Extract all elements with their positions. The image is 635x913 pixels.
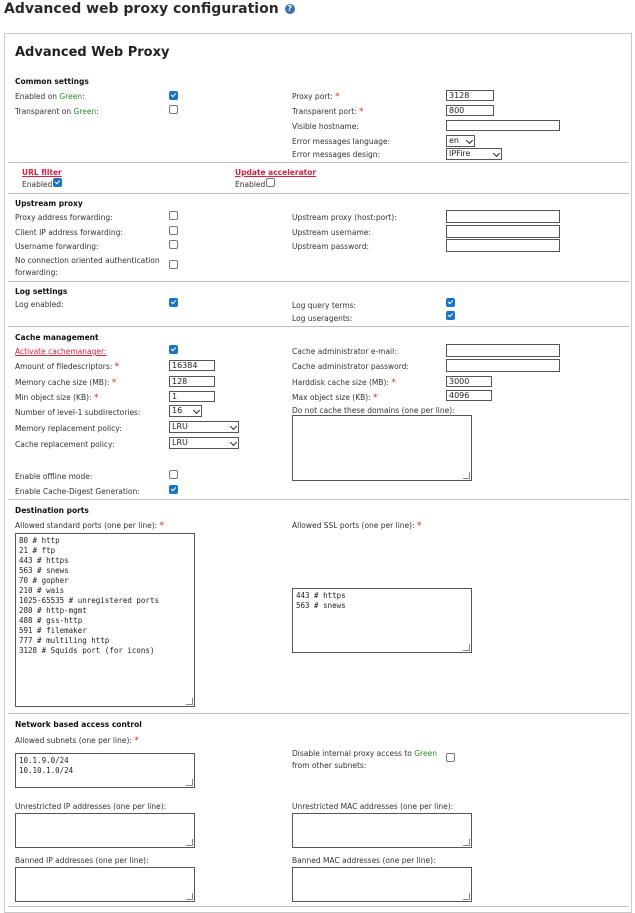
- client-ip-forwarding-checkbox[interactable]: [169, 226, 178, 235]
- cache-management-heading: Cache management: [15, 333, 99, 342]
- proxy-port-label: Proxy port: *: [292, 92, 340, 102]
- common-settings-heading: Common settings: [15, 77, 89, 86]
- error-language-label: Error messages language:: [292, 137, 391, 146]
- log-enabled-label: Log enabled:: [15, 300, 64, 309]
- allowed-subnets-textarea[interactable]: [15, 753, 195, 788]
- page-title: Advanced web proxy configuration ?: [4, 1, 295, 17]
- upstream-password-label: Upstream password:: [292, 242, 370, 251]
- proxy-port-input[interactable]: 3128: [446, 90, 494, 101]
- upstream-username-label: Upstream username:: [292, 228, 371, 237]
- ssl-ports-text: 443 # https 563 # snews: [296, 591, 346, 610]
- level1-subdirs-label: Number of level-1 subdirectories:: [15, 408, 141, 417]
- proxy-address-forwarding-checkbox[interactable]: [169, 211, 178, 220]
- level1-subdirs-select[interactable]: 16: [169, 405, 202, 417]
- filedescriptors-label: Amount of filedescriptors: *: [15, 362, 120, 372]
- disable-internal-access-label-line2: from other subnets:: [292, 761, 367, 770]
- visible-hostname-label: Visible hostname:: [292, 122, 359, 131]
- banned-mac-textarea[interactable]: [292, 867, 472, 902]
- log-useragents-label: Log useragents:: [292, 314, 353, 323]
- chevron-down-icon: [230, 439, 237, 446]
- max-object-size-label: Max object size (KB): *: [292, 393, 378, 403]
- cache-digest-checkbox[interactable]: [169, 485, 178, 494]
- log-useragents-checkbox[interactable]: [446, 311, 455, 320]
- chevron-down-icon: [466, 137, 473, 144]
- enabled-on-green-label: Enabled on Green:: [15, 92, 85, 101]
- cache-admin-email-label: Cache administrator e-mail:: [292, 347, 397, 356]
- upstream-proxy-label: Upstream proxy (host:port):: [292, 213, 397, 222]
- memory-cache-size-input[interactable]: 128: [169, 376, 215, 387]
- update-accelerator-link[interactable]: Update accelerator: [235, 168, 317, 177]
- no-cache-domains-label: Do not cache these domains (one per line):: [292, 406, 455, 415]
- cache-digest-label: Enable Cache-Digest Generation:: [15, 487, 140, 496]
- log-query-terms-label: Log query terms:: [292, 301, 357, 310]
- log-settings-heading: Log settings: [15, 287, 68, 296]
- transparent-on-green-checkbox[interactable]: [169, 105, 178, 114]
- memory-replacement-policy-label: Memory replacement policy:: [15, 424, 122, 433]
- min-object-size-input[interactable]: 1: [169, 391, 215, 402]
- resize-grip-icon[interactable]: [186, 698, 193, 705]
- resize-grip-icon[interactable]: [463, 472, 470, 479]
- unrestricted-ip-label: Unrestricted IP addresses (one per line):: [15, 802, 167, 811]
- min-object-size-label: Min object size (KB): *: [15, 393, 99, 403]
- memory-replacement-policy-select[interactable]: LRU: [169, 421, 239, 433]
- upstream-proxy-heading: Upstream proxy: [15, 199, 83, 208]
- cache-admin-password-label: Cache administrator password:: [292, 362, 409, 371]
- help-icon[interactable]: ?: [285, 4, 295, 14]
- chevron-down-icon: [193, 407, 200, 414]
- error-design-select[interactable]: IPFire: [446, 148, 502, 160]
- offline-mode-checkbox[interactable]: [169, 470, 178, 479]
- allowed-standard-ports-textarea[interactable]: [15, 533, 195, 707]
- unrestricted-mac-textarea[interactable]: [292, 813, 472, 848]
- cache-replacement-policy-select[interactable]: LRU: [169, 437, 239, 449]
- resize-grip-icon[interactable]: [186, 839, 193, 846]
- update-accelerator-enabled-checkbox[interactable]: [266, 178, 275, 187]
- proxy-address-forwarding-label: Proxy address forwarding:: [15, 213, 113, 222]
- divider: [8, 906, 629, 907]
- offline-mode-label: Enable offline mode:: [15, 472, 93, 481]
- unrestricted-ip-textarea[interactable]: [15, 813, 195, 848]
- allowed-subnets-label: Allowed subnets (one per line): *: [15, 736, 139, 746]
- unrestricted-mac-label: Unrestricted MAC addresses (one per line):: [292, 802, 454, 811]
- enabled-on-green-checkbox[interactable]: [169, 91, 178, 100]
- resize-grip-icon[interactable]: [186, 779, 193, 786]
- cache-admin-email-input[interactable]: [446, 344, 560, 357]
- resize-grip-icon[interactable]: [463, 893, 470, 900]
- max-object-size-input[interactable]: 4096: [446, 390, 492, 401]
- banned-ip-textarea[interactable]: [15, 867, 195, 902]
- disable-internal-access-checkbox[interactable]: [446, 753, 455, 762]
- chevron-down-icon: [493, 150, 500, 157]
- activate-cachemanager-link[interactable]: Activate cachemanager:: [15, 347, 107, 356]
- divider: [8, 499, 629, 500]
- divider: [8, 281, 629, 282]
- cache-admin-password-input[interactable]: [446, 359, 560, 372]
- network-access-control-heading: Network based access control: [15, 720, 142, 729]
- error-language-select[interactable]: en: [446, 135, 475, 147]
- update-accelerator-enabled-label: Enabled: [235, 180, 266, 189]
- divider: [8, 326, 629, 327]
- resize-grip-icon[interactable]: [463, 839, 470, 846]
- banned-mac-label: Banned MAC addresses (one per line):: [292, 856, 436, 865]
- harddisk-cache-size-input[interactable]: 3000: [446, 376, 492, 387]
- disable-internal-access-label-line1: Disable internal proxy access to Green: [292, 749, 437, 758]
- chevron-down-icon: [230, 423, 237, 430]
- client-ip-forwarding-label: Client IP address forwarding:: [15, 228, 123, 237]
- resize-grip-icon[interactable]: [463, 644, 470, 651]
- allowed-ssl-ports-label: Allowed SSL ports (one per line): *: [292, 521, 422, 531]
- destination-ports-heading: Destination ports: [15, 506, 89, 515]
- allowed-standard-ports-label: Allowed standard ports (one per line): *: [15, 521, 165, 531]
- cache-replacement-policy-label: Cache replacement policy:: [15, 440, 115, 449]
- banned-ip-label: Banned IP addresses (one per line):: [15, 856, 149, 865]
- log-query-terms-checkbox[interactable]: [446, 298, 455, 307]
- log-enabled-checkbox[interactable]: [169, 298, 178, 307]
- url-filter-enabled-label: Enabled: [22, 180, 53, 189]
- url-filter-enabled-checkbox[interactable]: [53, 178, 62, 187]
- resize-grip-icon[interactable]: [186, 893, 193, 900]
- subnets-text: 10.1.9.0/24 10.10.1.0/24: [19, 756, 74, 775]
- url-filter-link[interactable]: URL filter: [22, 168, 62, 177]
- transparent-on-green-label: Transparent on Green:: [15, 107, 99, 116]
- activate-cachemanager-checkbox[interactable]: [169, 345, 178, 354]
- error-design-label: Error messages design:: [292, 150, 381, 159]
- harddisk-cache-size-label: Harddisk cache size (MB): *: [292, 378, 396, 388]
- upstream-proxy-input[interactable]: [446, 210, 560, 223]
- upstream-username-input[interactable]: [446, 225, 560, 238]
- divider: [8, 193, 629, 194]
- no-cache-domains-textarea[interactable]: [292, 415, 472, 481]
- filedescriptors-input[interactable]: 16384: [169, 360, 215, 371]
- box-title: Advanced Web Proxy: [15, 45, 170, 60]
- transparent-port-label: Transparent port: *: [292, 107, 364, 117]
- no-conn-auth-label-line2: forwarding:: [15, 268, 58, 277]
- visible-hostname-input[interactable]: [446, 120, 560, 131]
- memory-cache-size-label: Memory cache size (MB): *: [15, 378, 117, 388]
- standard-ports-text: 80 # http 21 # ftp 443 # https 563 # snews 70 # gopher 210 # wais 1025-65535 # unregistered ports 280 # http-mgmt 488 # gss-http 591 # filemaker 777 # multiling http 3128 # Squids port (for icons): [19, 536, 159, 655]
- username-forwarding-checkbox[interactable]: [169, 240, 178, 249]
- transparent-port-input[interactable]: 800: [446, 105, 494, 116]
- divider: [8, 713, 629, 714]
- upstream-password-input[interactable]: [446, 239, 560, 252]
- username-forwarding-label: Username forwarding:: [15, 242, 99, 251]
- no-conn-auth-label-line1: No connection oriented authentication: [15, 256, 160, 265]
- allowed-ssl-ports-textarea[interactable]: [292, 588, 472, 653]
- divider: [8, 162, 629, 163]
- no-conn-auth-checkbox[interactable]: [169, 260, 178, 269]
